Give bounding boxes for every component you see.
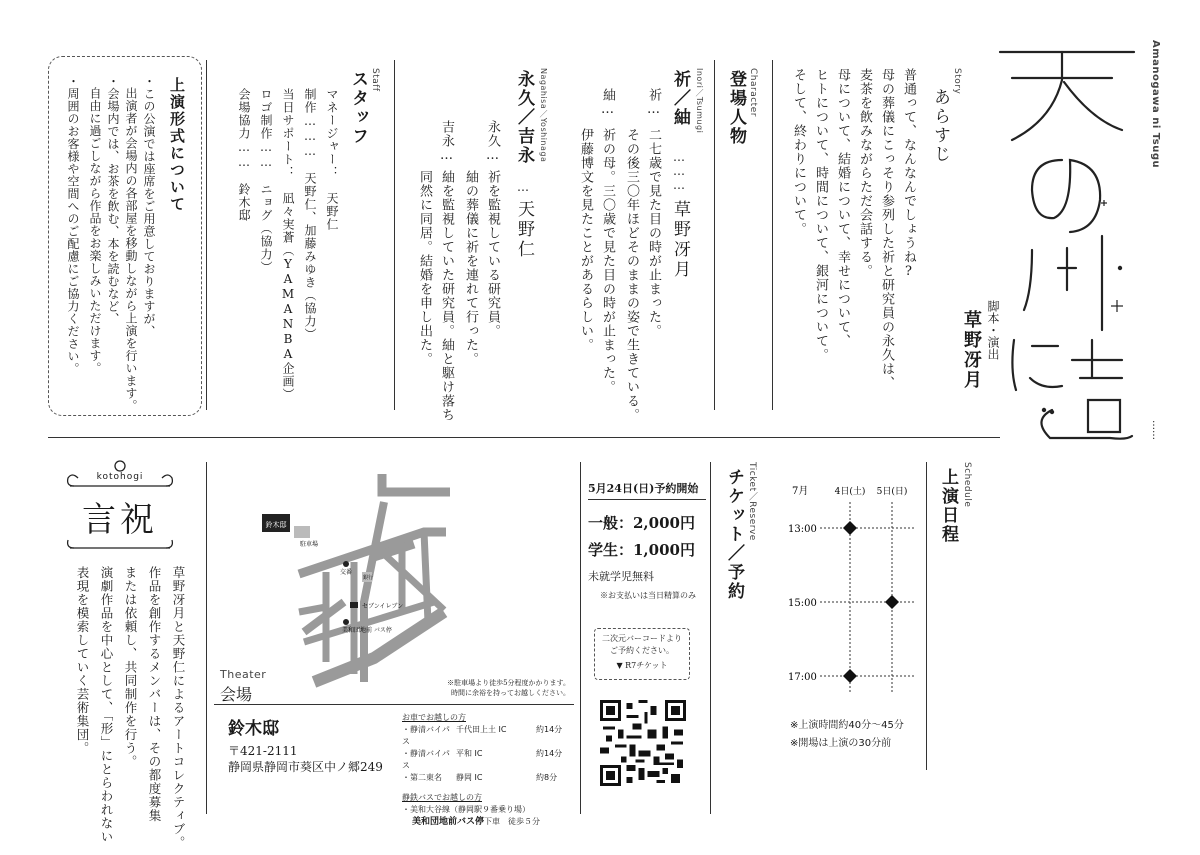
bus-line: ・美和大谷線（静岡駅９番乗り場） [402,805,530,814]
map-label-bus: 美和団地前 バス停 [342,627,392,634]
venue-postal: 〒421-2111 [228,744,298,758]
car-time: 約14分 [536,725,563,734]
schedule-time: 15:00 [788,598,817,609]
schedule-day: 4日(土) [834,487,866,497]
group2-latin: Nagahisa／Yoshinaga [539,68,548,163]
ticket-block [588,480,706,601]
kotohogi-line: 演劇作品を中心として、「形」にとらわれない [99,566,114,844]
ticket-heading: チケット／予約 [724,468,744,601]
staff-line: 制作……… 天野仁、加藤みゆき（協力） [303,88,317,341]
map-parking-marker [294,526,310,538]
staff-line: ロゴ制作…… ニョグ（協力） [259,88,273,274]
title-latin: Amanogawa ni Tsugu [1150,40,1161,169]
qr-link[interactable]: ▼ R7チケット [616,661,668,670]
divider [580,462,581,814]
story-latin: Story [952,68,962,95]
map-note-line: ※駐車場より徒歩5分程度かかります。 [447,679,570,687]
map-art [214,462,576,702]
car-row [402,772,576,784]
yoshinaga-line: 同然に同居。結婚を申し出た。 [417,170,432,366]
car-road: ・静清バイパス [402,725,450,746]
format-line: ・この公演では座席をご用意しておりますが、 [142,75,156,338]
schedule-month: 7月 [792,486,809,497]
schedule-time: 13:00 [788,524,817,535]
venue-heading: 会場 [220,685,253,704]
story-line: 麦茶を飲みながらただ会話する。 [857,68,872,278]
group1-latin: Inori／Tsumugi [695,68,704,134]
character-heading: 登場人物 [726,70,746,146]
staff-line: 当日サポート： 凪々実蒼（YAMANBA企画） [281,88,295,401]
kotohogi-logo [60,458,180,554]
format-line: ・周囲のお客様や空間へのご配慮にご協力ください。 [66,75,80,375]
bus-stop: 美和団地前バス停 [412,817,485,827]
bus-stop-row [412,816,576,828]
group1-actor: 草野冴月 [670,200,690,280]
story-line: 母の葬儀にこっそり参列した祈と研究員の永久は、 [879,68,894,390]
divider [394,60,395,410]
car-ic: 千代田上土 IC [456,725,507,734]
group2-title: 永久／吉永 [514,70,534,165]
staff-latin: Staff [370,68,380,92]
divider [710,462,711,814]
tsumugi-label: 紬… [600,88,615,118]
group2-dots: … [516,180,530,194]
map-label-koban: 交番 [340,569,353,576]
map-label-parking: 駐車場 [300,541,319,548]
schedule-time: 17:00 [788,672,817,683]
map-note [440,678,570,698]
schedule-day: 5日(日) [876,487,908,497]
performance-marker [843,521,857,535]
format-heading: 上演形式について [168,77,186,213]
venue-divider [214,704,574,705]
format-box [48,56,202,416]
ticket-payment-note: ※お支払いは当日精算のみ [600,591,696,600]
schedule-note: ※開場は上演の30分前 [790,738,892,749]
ticket-latin: Ticket／Reserve [747,462,757,541]
map-store-marker [350,602,358,608]
group1-dots: ……… [672,150,686,192]
kotohogi-line: または依頼し、共同制作を行う。 [123,566,138,769]
qr-instruction-box [594,628,690,680]
format-line: 出演者が会場内の各部屋を移動しながら上演を行います。 [124,87,138,412]
ticket-release: 5月24日(日)予約開始 [588,480,706,500]
title-latin-dots: …… [1150,420,1161,440]
kotohogi-line: 表現を模索していく芸術集団。 [75,566,90,755]
inori-line: 二七歳で見た目の時が止まった。 [646,128,661,338]
schedule-grid [780,478,920,749]
title-logo-art [992,40,1142,440]
group1-title: 祈／紬 [670,70,690,127]
car-road: ・静清バイパス [402,749,450,770]
schedule-note: ※上演時間約40分〜45分 [790,720,904,731]
car-time: 約8分 [536,773,558,782]
inori-line: その後三〇年ほどそのままの姿で生きている。 [624,128,639,422]
car-road: ・第二東名 [402,773,442,782]
title-logo [992,40,1142,440]
story-line: 母について、結婚について、幸せについて、 [835,68,850,348]
venue-address: 静岡県静岡市葵区中ノ郷249 [228,760,383,774]
divider [772,60,773,410]
schedule-latin: Schedule [962,462,972,508]
venue-name: 鈴木邸 [228,719,279,739]
tsumugi-line: 伊藤博文を見たことがあるらしい。 [578,128,593,352]
story-heading: あらすじ [930,88,950,164]
staff-line: 会場協力…… 鈴木邸 [237,88,251,222]
yoshinaga-label: 吉永… [439,120,454,164]
venue-map [214,462,576,702]
yoshinaga-line: 紬を監視していた研究員。紬と駆け落ち [439,170,454,422]
map-note-line: 時間に余裕を持ってお越しください。 [451,689,570,697]
kotohogi-line: 作品を創作するメンバーは、その都度募集 [147,566,162,823]
kotohogi-body [60,566,190,850]
story-line: 普通って、なんなんでしょうね? [901,68,916,280]
map-label-bank: 銀行 [363,575,374,581]
staff-heading: スタッフ [348,70,368,146]
kotohogi-latin: kotohogi [96,472,144,482]
schedule-chart [780,478,920,698]
nagahisa-label: 永久… [485,120,500,164]
qr-box-line: 二次元バーコードより [602,634,682,643]
qr-code-image [600,700,686,786]
kotohogi-line: 草野冴月と天野仁によるアートコレクティブ。 [171,566,186,850]
car-heading: お車でお越しの方 [402,713,466,722]
schedule-heading: 上演日程 [938,468,958,544]
kotohogi-logo-text: 言祝 [82,500,158,540]
nagahisa-line: 祈を監視している研究員。 [485,170,500,338]
staff-line: マネージャー： 天野仁 [325,88,339,231]
qr-code[interactable] [600,700,686,786]
divider [206,60,207,410]
group2-actor: 天野仁 [514,200,534,260]
car-row [402,748,576,772]
character-latin: Character [748,68,758,117]
story-line: そして、終わりについて。 [791,68,806,236]
bus-stop-suffix: 下車 徒歩５分 [484,817,541,826]
car-time: 約14分 [536,749,563,758]
ticket-general: 一般：2,000円 [588,514,695,532]
nagahisa-line: 紬の葬儀に祈を連れて行った。 [463,170,478,366]
performance-marker [843,669,857,683]
ticket-preschool: 未就学児無料 [588,570,654,583]
qr-box-line: ご予約ください。 [610,646,674,655]
tsumugi-line: 祈の母。三〇歳で見た目の時が止まった。 [600,128,615,394]
map-koban-marker [343,561,349,567]
map-label-house: 鈴木邸 [265,521,287,529]
divider [714,60,715,410]
director-label: 脚本・演出 [986,300,1000,360]
ticket-student: 学生：1,000円 [588,541,695,559]
director-name: 草野冴月 [961,310,982,390]
performance-marker [885,595,899,609]
car-row [402,724,576,748]
car-ic: 静岡 IC [456,773,483,782]
divider [206,462,207,814]
story-line: ヒトについて、時間について、銀河について。 [813,68,828,362]
section-divider [48,437,1000,438]
inori-label: 祈… [646,88,661,118]
access-info [402,712,576,828]
bus-heading: 静鉄バスでお越しの方 [402,793,482,802]
divider [926,462,927,770]
format-line: 自由に過ごしながら作品をお楽しみいただけます。 [88,87,102,375]
venue-latin: Theater [220,668,267,681]
map-label-store: セブンイレブン [362,603,404,610]
map-bus-marker [343,619,349,625]
format-line: ・会場内では、お茶を飲む、本を読むなど、 [106,75,120,325]
car-ic: 平和 IC [456,749,483,758]
